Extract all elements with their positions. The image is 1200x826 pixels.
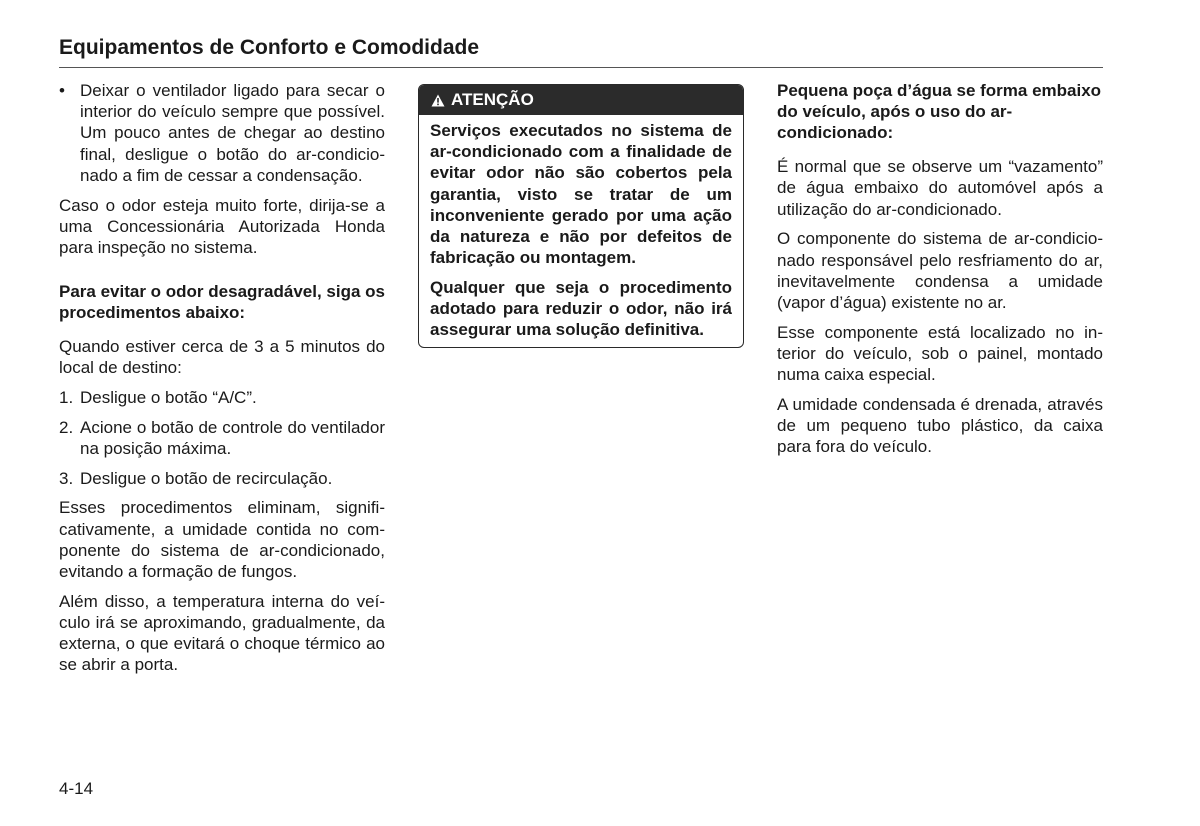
bullet-text: Deixar o ventilador ligado para secar o interior do veículo sempre que possível. Um pouco antes de chegar ao destino final, desligue o botão do ar-condicionado a fim de cessar a condensação.	[80, 81, 385, 185]
paragraph-normal-leak: É normal que se observe um “vazamento” de água embaixo do automóvel após a utilização do ar-condicionado.	[777, 157, 1103, 219]
subheading-water-puddle: Pequena poça d’água se forma embaixo do veículo, após o uso do ar-condicionado:	[777, 81, 1102, 143]
warning-paragraph: Qualquer que seja o procedimento adotado para reduzir o odor, não irá assegurar uma solução definitiva.	[430, 278, 732, 340]
paragraph-drain: A umidade condensada é drenada, através de um pequeno tubo plástico, da caixa para fora do veículo.	[777, 395, 1103, 457]
warning-triangle-icon	[431, 94, 445, 107]
step-item	[59, 468, 385, 489]
step-item	[59, 387, 385, 408]
paragraph-intro: Quando estiver cerca de 3 a 5 minutos do local de destino:	[59, 336, 385, 378]
warning-header	[419, 85, 743, 115]
step-text: Desligue o botão de recirculação.	[80, 468, 333, 488]
paragraph-temperature: Além disso, a temperatura interna do veículo irá se aproximando, gradualmente, da externa, o que evitará o choque térmico ao se abrir a porta.	[59, 591, 385, 675]
step-number: 1.	[59, 387, 74, 407]
paragraph-component: O componente do sistema de ar-condicionado responsável pelo resfriamento do ar, inevitavelmente condensa a umidade (vapor d’água) existente no ar.	[777, 229, 1103, 313]
left-column	[59, 80, 385, 684]
warning-paragraph: Serviços executados no sistema de ar-condicionado com a finalidade de evitar odor não são cobertos pela garantia, visto se tratar de um inconveniente gerado por uma ação da natureza e não por defeitos de fabricação ou montagem.	[430, 121, 732, 268]
step-number: 3.	[59, 468, 74, 488]
warning-body	[419, 115, 743, 347]
step-item	[59, 417, 385, 459]
bullet-marker: •	[59, 81, 65, 100]
paragraph-location: Esse componente está localizado no interior do veículo, sob o painel, montado numa caixa especial.	[777, 322, 1103, 385]
section-spacer	[59, 267, 385, 281]
bullet-item	[59, 80, 385, 186]
step-text: Desligue o botão “A/C”.	[80, 387, 257, 407]
paragraph-odor: Caso o odor esteja muito forte, dirija-se a uma Concessionária Autorizada Honda para inspeção no sistema.	[59, 195, 385, 258]
page-title: Equipamentos de Conforto e Comodidade	[59, 36, 480, 59]
subheading-avoid-odor: Para evitar o odor desagradável, siga os procedimentos abaixo:	[59, 281, 385, 323]
page-header	[59, 34, 1103, 62]
step-text: Acione o botão de controle do ventilador na posição máxima.	[80, 417, 385, 458]
header-divider	[59, 67, 1103, 68]
step-number: 2.	[59, 417, 74, 437]
right-column	[777, 80, 1103, 466]
paragraph-result: Esses procedimentos eliminam, significativamente, a umidade contida no componente do sistema de ar-condicionado, evitando a formação de fungos.	[59, 498, 385, 582]
warning-box	[418, 84, 744, 348]
warning-label: ATENÇÃO	[451, 90, 534, 109]
page-number: 4-14	[59, 779, 94, 798]
